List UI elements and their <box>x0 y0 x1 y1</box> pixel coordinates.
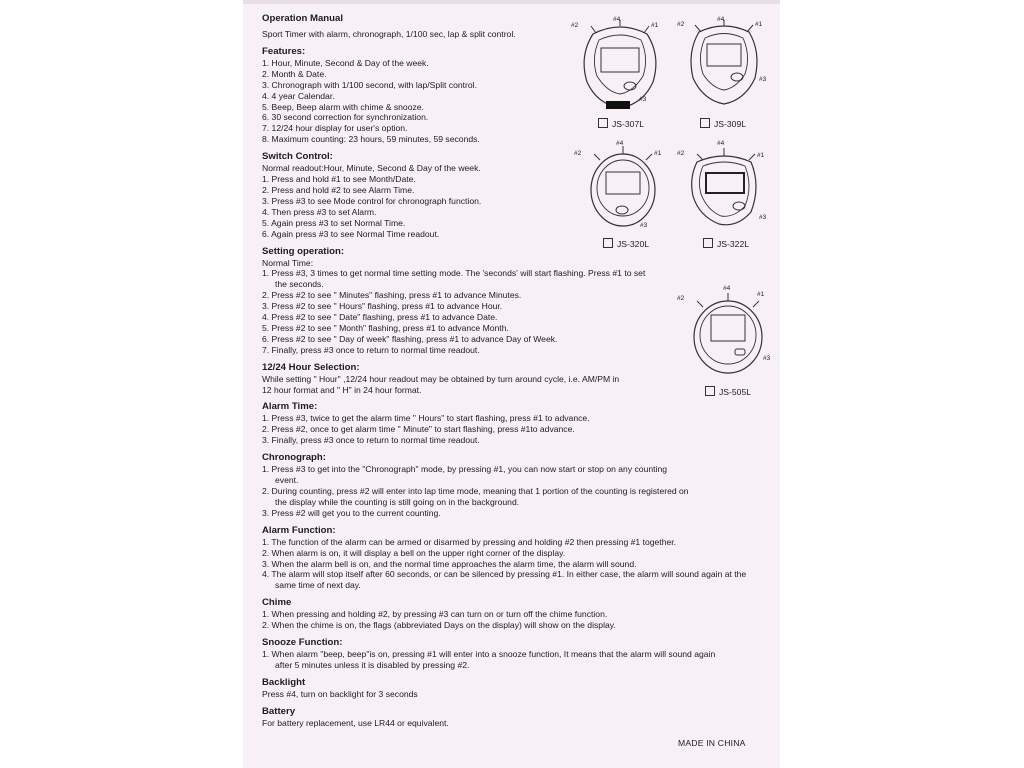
list-item: 4. The alarm will stop itself after 60 seconds, or can be silenced by pressing #1. In either case, the alarm will sound again at the same time of next day. <box>262 569 747 591</box>
section-heading: Chime <box>262 597 292 609</box>
list-item: 6. Press #2 to see " Day of week" flashing, press #1 to advance Day of Week. <box>262 333 558 344</box>
section-heading: Backlight <box>262 676 306 688</box>
page-title: Operation Manual <box>262 13 344 24</box>
list-item: 6. Again press #3 to see Normal Time readout. <box>262 228 440 239</box>
list-item: 2. When alarm is on, it will display a bell on the upper right corner of the display. <box>262 547 566 558</box>
list-item: 6. 30 second correction for synchronization. <box>262 112 429 123</box>
list-item: 3. Finally, press #3 once to return to normal time readout. <box>262 435 480 446</box>
list-item: 2. Press and hold #2 to see Alarm Time. <box>262 184 415 195</box>
stopwatch-illustration <box>679 16 769 111</box>
alarm-time-section <box>262 401 762 446</box>
list-item: 4. Then press #3 to set Alarm. <box>262 206 377 217</box>
model-label <box>705 386 751 397</box>
section-heading: Battery <box>262 705 296 717</box>
model-label <box>603 238 649 249</box>
stopwatch-icon <box>679 16 769 111</box>
button-label-4: #4 <box>616 140 624 147</box>
backlight-section <box>262 677 762 700</box>
list-item: 5. Again press #3 to set Normal Time. <box>262 217 406 228</box>
made-in-label: MADE IN CHINA <box>678 738 746 748</box>
list-item: 3. Press #3 to see Mode control for chronograph function. <box>262 195 482 206</box>
subtitle: Sport Timer with alarm, chronograph, 1/100 sec, lap & split control. <box>262 29 516 39</box>
section-intro: For battery replacement, use LR44 or equivalent. <box>262 717 449 728</box>
list-item: 1. The function of the alarm can be armed or disarmed by pressing and holding #2 then pressing #1 together. <box>262 536 677 547</box>
button-label-3: #3 <box>759 214 767 221</box>
button-label-2: #2 <box>677 150 685 157</box>
stopwatch-illustration <box>574 140 668 235</box>
list-item: 1. Hour, Minute, Second & Day of the week. <box>262 57 429 68</box>
battery-section <box>262 706 762 729</box>
checkbox-icon <box>598 118 608 128</box>
section-intro: While setting " Hour" ,12/24 hour readout may be obtained by turn around cycle, i.e. AM/PM in 12 hour format and " H" in 24 hour format. <box>262 373 620 395</box>
manual-sheet <box>243 0 780 768</box>
button-label-1: #1 <box>755 21 763 28</box>
chime-section <box>262 597 762 631</box>
button-label-1: #1 <box>651 22 659 29</box>
list-item: 2. Press #2 to see " Minutes" flashing, press #1 to advance Minutes. <box>262 290 522 301</box>
checkbox-icon <box>603 238 613 248</box>
list-item: 1. Press #3, twice to get the alarm time " Hours" to start flashing, press #1 to advance. <box>262 413 590 424</box>
section-heading: Alarm Function: <box>262 524 336 536</box>
list-item: 1. Press and hold #1 to see Month/Date. <box>262 174 416 185</box>
button-label-4: #4 <box>717 140 725 147</box>
button-label-4: #4 <box>723 285 731 292</box>
section-heading: Switch Control: <box>262 151 333 163</box>
checkbox-icon <box>703 238 713 248</box>
model-name: JS-307L <box>612 119 645 129</box>
section-heading: Features: <box>262 45 306 57</box>
button-label-3: #3 <box>759 76 767 83</box>
model-name: JS-505L <box>719 387 752 397</box>
button-label-3: #3 <box>763 355 771 362</box>
list-item: 7. Finally, press #3 once to return to normal time readout. <box>262 344 480 355</box>
section-heading: Chronograph: <box>262 452 326 464</box>
list-item: 3. Chronograph with 1/100 second, with lap/Split control. <box>262 79 477 90</box>
list-item: 2. During counting, press #2 will enter into lap time mode, meaning that 1 portion of the counting is registered on the display while the counting is still going on in the background. <box>262 486 689 507</box>
stopwatch-illustration <box>677 285 773 380</box>
stopwatch-illustration <box>573 16 668 116</box>
section-intro: Normal readout:Hour, Minute, Second & Day of the week. <box>262 163 481 174</box>
list-item: 8. Maximum counting: 23 hours, 59 minutes, 59 seconds. <box>262 134 480 145</box>
list-item: 1. When alarm "beep, beep"is on, pressing #1 will enter into a snooze function, It means that the alarm will sound again after 5 minutes unless it is disabled by pressing #2. <box>262 649 716 670</box>
checkbox-icon <box>700 118 710 128</box>
list-item: 1. Press #3, 3 times to get normal time setting mode. The 'seconds' will start flashing. Press #1 to set the seconds. <box>262 268 646 290</box>
model-label <box>598 118 644 129</box>
button-label-3: #3 <box>640 222 648 229</box>
button-label-1: #1 <box>654 150 662 157</box>
list-item: 5. Press #2 to see " Month" flashing, press #1 to advance Month. <box>262 322 509 333</box>
model-name: JS-309L <box>714 119 747 129</box>
list-item: 5. Beep, Beep alarm with chime & snooze. <box>262 101 424 112</box>
model-name: JS-322L <box>717 239 750 249</box>
section-heading: Snooze Function: <box>262 637 343 649</box>
alarm-function-section <box>262 525 762 592</box>
list-item: 2. When the chime is on, the flags (abbreviated Days on the display) will show on the display. <box>262 620 616 631</box>
list-item: 4. 4 year Calendar. <box>262 90 335 101</box>
model-name: JS-320L <box>617 239 650 249</box>
checkbox-icon <box>705 386 715 396</box>
list-item: 1. Press #3 to get into the "Chronograph" mode, by pressing #1, you can now start or stop on any counting event. <box>262 464 667 486</box>
stopwatch-icon <box>573 16 668 116</box>
button-label-3: #3 <box>639 96 647 103</box>
button-label-2: #2 <box>574 150 582 157</box>
list-item: 1. When pressing and holding #2, by pressing #3 can turn on or turn off the chime function. <box>262 609 608 620</box>
stopwatch-illustration <box>679 140 769 235</box>
stopwatch-icon <box>683 285 773 380</box>
section-intro: Press #4, turn on backlight for 3 seconds <box>262 688 418 699</box>
list-item: 7. 12/24 hour display for user's option. <box>262 123 408 134</box>
button-label-1: #1 <box>757 152 765 159</box>
stopwatch-icon <box>679 140 769 235</box>
section-intro: Normal Time: <box>262 257 314 268</box>
snooze-section <box>262 637 762 671</box>
section-heading: Alarm Time: <box>262 401 318 413</box>
list-item: 3. Press #2 to see " Hours" flashing, press #1 to advance Hour. <box>262 301 503 312</box>
list-item: 2. Month & Date. <box>262 68 327 79</box>
button-label-4: #4 <box>717 16 725 23</box>
button-label-1: #1 <box>757 291 765 298</box>
list-item: 3. When the alarm bell is on, and the normal time approaches the alarm time, the alarm will sound. <box>262 558 637 569</box>
list-item: 3. Press #2 will get you to the current counting. <box>262 507 441 518</box>
model-label <box>700 118 746 129</box>
button-label-2: #2 <box>677 21 685 28</box>
list-item: 4. Press #2 to see " Date" flashing, press #1 to advance Date. <box>262 312 498 323</box>
button-label-2: #2 <box>677 295 685 302</box>
model-label <box>703 238 749 249</box>
section-heading: 12/24 Hour Selection: <box>262 361 360 373</box>
button-label-4: #4 <box>613 16 621 23</box>
section-heading: Setting operation: <box>262 245 345 257</box>
button-label-2: #2 <box>571 22 579 29</box>
chronograph-section <box>262 452 762 519</box>
list-item: 2. Press #2, once to get alarm time " Minute" to start flashing, press #1to advance. <box>262 424 575 435</box>
